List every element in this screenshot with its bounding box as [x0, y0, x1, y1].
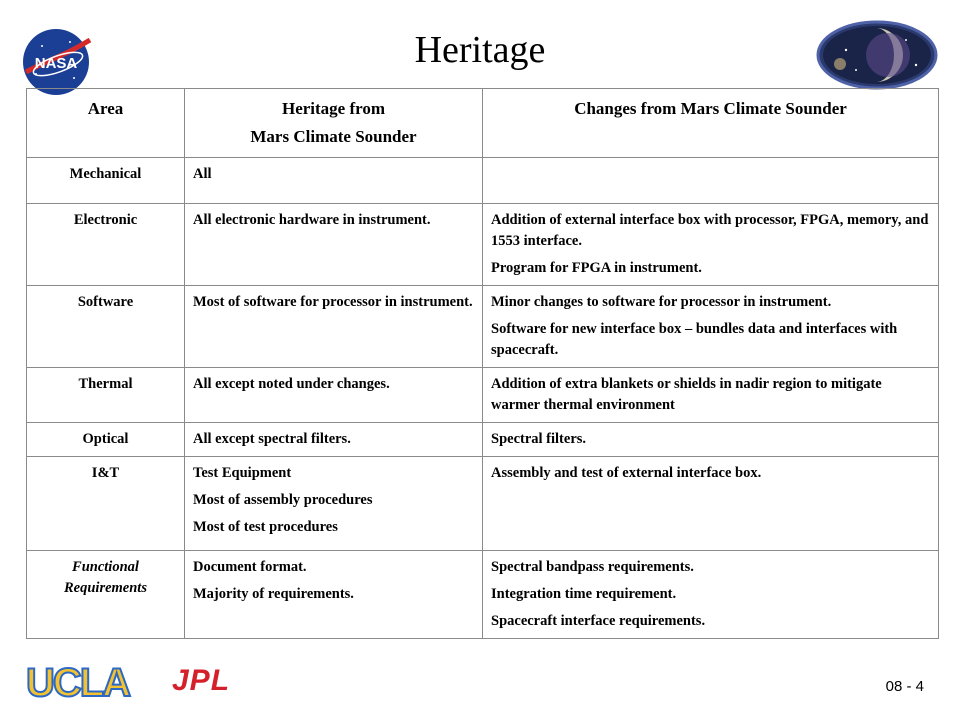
changes-text: Integration time requirement.	[491, 586, 677, 602]
table-header-row	[27, 89, 939, 158]
heritage-cell	[185, 457, 483, 551]
changes-cell	[483, 368, 939, 423]
area-cell: Optical	[27, 423, 185, 457]
area-cell: Mechanical	[27, 158, 185, 204]
svg-text:NASA: NASA	[34, 55, 78, 72]
heritage-text: All except spectral filters.	[193, 431, 351, 447]
heritage-cell	[185, 368, 483, 423]
header-area: Area	[27, 89, 185, 158]
heritage-text: Document format.	[193, 559, 307, 575]
page-number: 08 - 4	[885, 678, 924, 695]
area-cell: Software	[27, 286, 185, 368]
changes-text: Addition of external interface box with processor, FPGA, memory, and 1553 interface.	[491, 212, 929, 249]
heritage-cell	[185, 423, 483, 457]
changes-cell	[483, 457, 939, 551]
changes-cell	[483, 551, 939, 639]
table-row	[27, 286, 939, 368]
changes-text: Minor changes to software for processor in instrument.	[491, 294, 832, 310]
heritage-cell	[185, 286, 483, 368]
header-changes: Changes from Mars Climate Sounder	[483, 89, 939, 158]
area-cell: Electronic	[27, 204, 185, 286]
heritage-text: Test Equipment	[193, 465, 292, 481]
changes-cell	[483, 286, 939, 368]
jpl-logo	[168, 662, 268, 696]
svg-text:JPL: JPL	[172, 664, 231, 696]
page-title: Heritage	[414, 29, 546, 71]
changes-text: Addition of extra blankets or shields in nadir region to mitigate warmer thermal environment	[491, 376, 882, 413]
table-row	[27, 551, 939, 639]
area-cell: Functional Requirements	[27, 551, 185, 639]
header-heritage	[185, 89, 483, 158]
changes-cell	[483, 423, 939, 457]
heritage-table	[26, 88, 939, 639]
changes-text: Assembly and test of external interface box.	[491, 465, 762, 481]
changes-text: Spectral bandpass requirements.	[491, 559, 694, 575]
heritage-text: Most of test procedures	[193, 519, 338, 535]
heritage-cell	[185, 204, 483, 286]
table-row	[27, 368, 939, 423]
heritage-text: All electronic hardware in instrument.	[193, 212, 431, 228]
table-row	[27, 457, 939, 551]
ucla-logo	[24, 658, 140, 702]
header-heritage-line1: Heritage from	[281, 99, 386, 118]
changes-text: Program for FPGA in instrument.	[491, 260, 702, 276]
heritage-text: Most of assembly procedures	[193, 492, 373, 508]
table-row	[27, 423, 939, 457]
area-cell: I&T	[27, 457, 185, 551]
changes-text: Spectral filters.	[491, 431, 587, 447]
changes-text: Software for new interface box – bundles data and interfaces with spacecraft.	[491, 321, 898, 358]
heritage-cell	[185, 158, 483, 204]
changes-text: Spacecraft interface requirements.	[491, 613, 706, 629]
heritage-text: All except noted under changes.	[193, 376, 390, 392]
area-cell: Thermal	[27, 368, 185, 423]
changes-cell	[483, 158, 939, 204]
header-heritage-line2: Mars Climate Sounder	[250, 127, 417, 146]
table-row	[27, 204, 939, 286]
table-row	[27, 158, 939, 204]
heritage-text: Most of software for processor in instrument.	[193, 294, 473, 310]
heritage-text: All	[193, 166, 212, 182]
heritage-text: Majority of requirements.	[193, 586, 354, 602]
heritage-cell	[185, 551, 483, 639]
svg-text:UCLA: UCLA	[26, 661, 130, 702]
changes-cell	[483, 204, 939, 286]
